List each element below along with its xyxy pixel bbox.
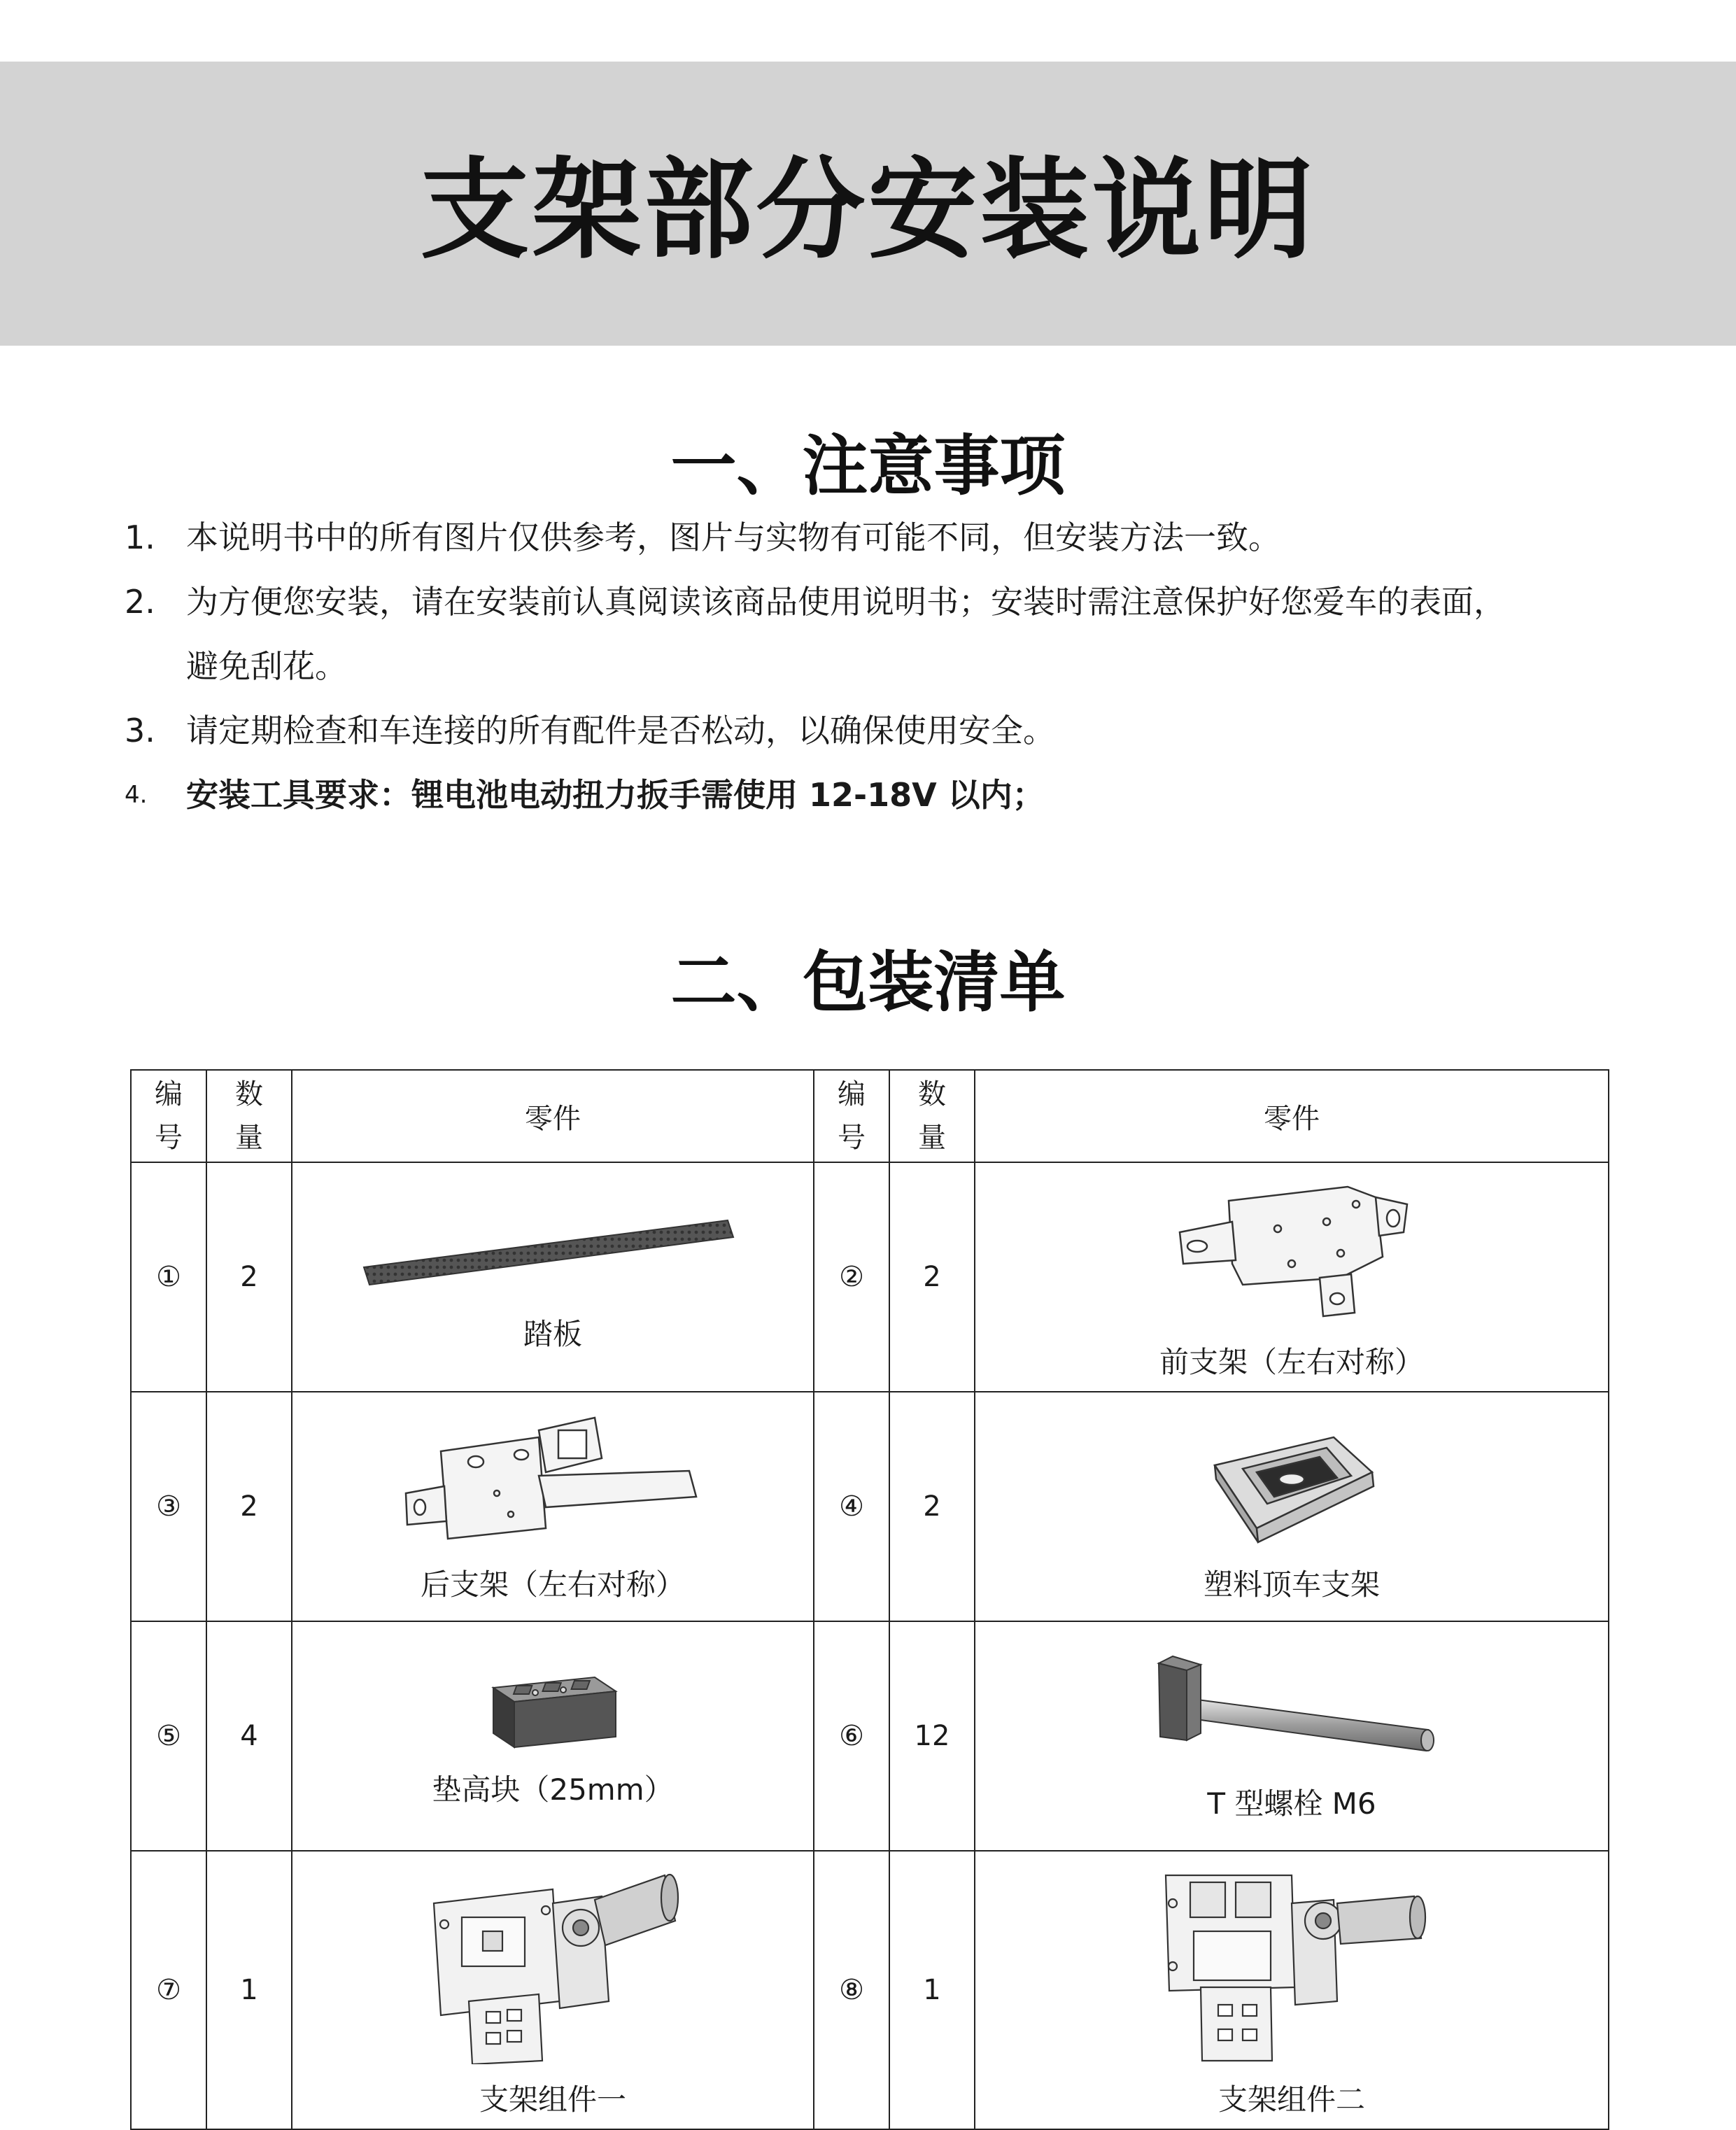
title-banner [0,62,1736,346]
t-bolt-icon [1145,1649,1439,1768]
header-number: 编 号 [131,1070,206,1162]
header-quantity: 数 量 [206,1070,292,1162]
note-item [125,505,1622,570]
item-number: ⑧ [814,1851,889,2129]
item-quantity: 1 [889,1851,975,2129]
part-name: 后支架（左右对称） [420,1567,685,1602]
part-name: 垫高块（25mm） [432,1772,674,1807]
note-item [125,570,1622,698]
part-name: 支架组件一 [479,2082,626,2117]
part-cell [975,1851,1609,2129]
front-bracket-icon [1166,1173,1418,1327]
table-row [131,1392,1609,1621]
page-title: 支架部分安装说明 [420,146,1316,274]
note-text: 本说明书中的所有图片仅供参考，图片与实物有可能不同，但安装方法一致。 [186,519,1280,556]
item-quantity: 12 [889,1621,975,1851]
bracket-assembly-two-icon [1152,1861,1432,2064]
item-quantity: 2 [889,1392,975,1621]
item-number: ⑦ [131,1851,206,2129]
header-part: 零件 [292,1070,814,1162]
section-heading-notes: 一、注意事项 [670,428,1066,505]
header-part: 零件 [975,1070,1609,1162]
note-text: 安装工具要求：锂电池电动扭力扳手需使用 12-18V 以内； [186,776,1045,814]
note-text-line: 为方便您安装，请在安装前认真阅读该商品使用说明书；安装时需注意保护好您爱车的表面， [186,583,1506,621]
part-cell [292,1851,814,2129]
note-item [125,763,1622,827]
notes-list [125,505,1622,827]
table-row [131,1621,1609,1851]
part-cell [975,1621,1609,1851]
header-number: 编 号 [814,1070,889,1162]
note-text-line: 避免刮花。 [186,647,347,685]
note-number: 3. [125,712,155,749]
table-row [131,1851,1609,2129]
item-quantity: 2 [206,1162,292,1392]
item-quantity: 4 [206,1621,292,1851]
note-number: 2. [125,583,155,621]
rear-bracket-icon [399,1409,707,1549]
table-row [131,1162,1609,1392]
note-number: 1. [125,519,155,556]
plastic-jack-bracket-icon [1201,1409,1383,1549]
header-quantity: 数 量 [889,1070,975,1162]
spacer-block-icon [483,1663,623,1754]
table-header-row [131,1070,1609,1162]
note-text [186,570,1622,698]
item-number: ① [131,1162,206,1392]
note-text: 请定期检查和车连接的所有配件是否松动，以确保使用安全。 [186,712,1055,749]
part-name: 前支架（左右对称） [1159,1345,1424,1379]
item-number: ④ [814,1392,889,1621]
section-heading-packing-list: 二、包装清单 [670,945,1066,1021]
part-cell [292,1392,814,1621]
part-cell [975,1392,1609,1621]
item-quantity: 1 [206,1851,292,2129]
bracket-assembly-one-icon [420,1861,686,2064]
part-name: 支架组件二 [1218,2082,1365,2117]
item-number: ⑥ [814,1621,889,1851]
part-cell [292,1162,814,1392]
note-item [125,698,1622,763]
item-quantity: 2 [889,1162,975,1392]
part-name: 塑料顶车支架 [1203,1567,1380,1602]
part-cell [975,1162,1609,1392]
part-cell [292,1621,814,1851]
footboard-icon [357,1201,749,1299]
item-number: ③ [131,1392,206,1621]
item-quantity: 2 [206,1392,292,1621]
note-number: 4. [125,781,148,809]
packing-list-table [130,1069,1609,2130]
item-number: ⑤ [131,1621,206,1851]
part-name: 踏板 [523,1317,582,1351]
item-number: ② [814,1162,889,1392]
part-name: T 型螺栓 M6 [1207,1786,1376,1821]
